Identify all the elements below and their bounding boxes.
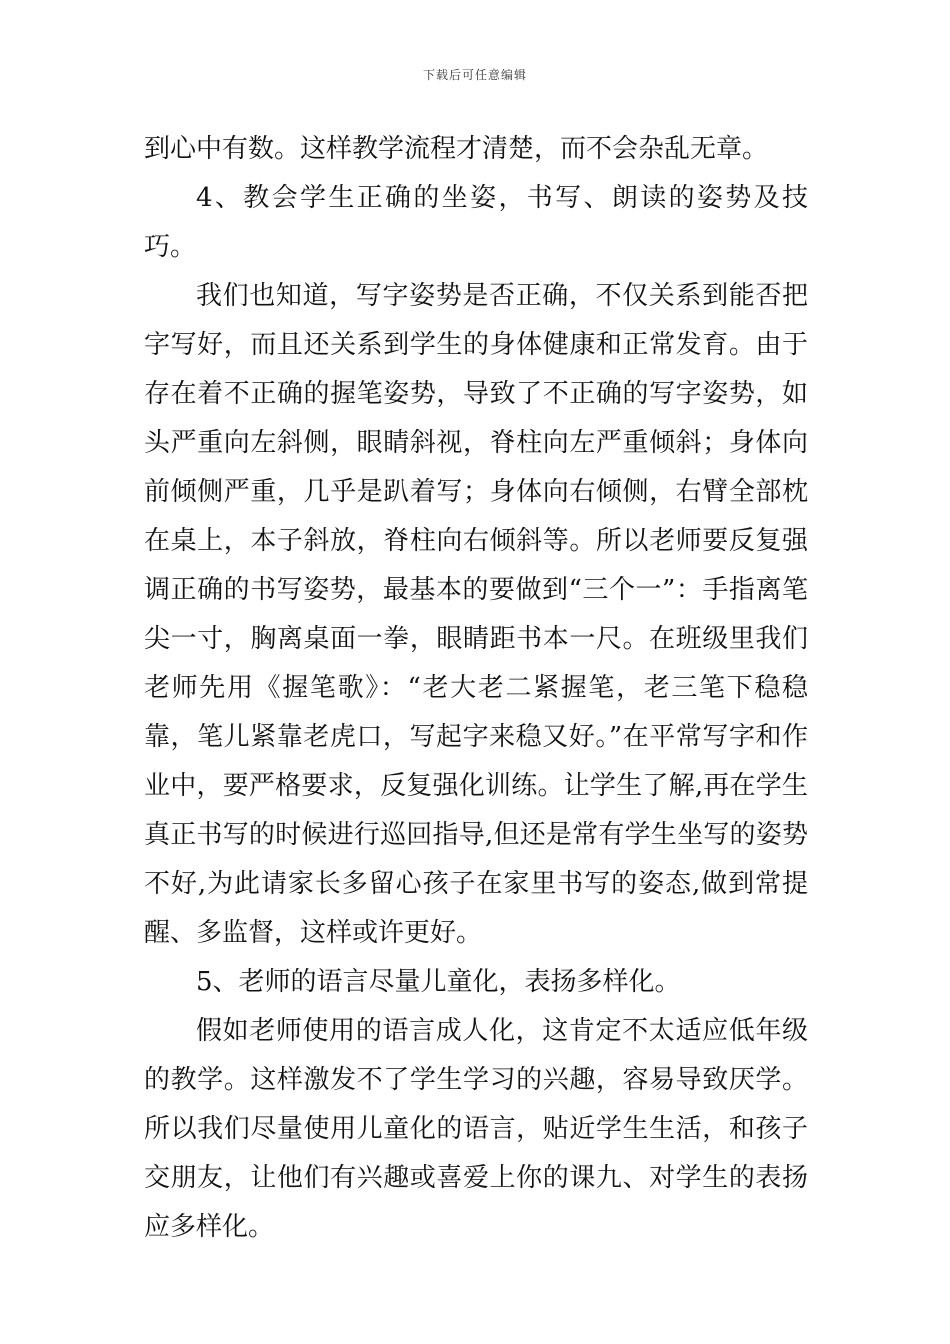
paragraph: 5、老师的语言尽量儿童化，表扬多样化。 <box>196 967 681 997</box>
paragraph: 到心中有数。这样教学流程才清楚，而不会杂乱无章。 <box>144 134 769 164</box>
paragraph: 4、教会学生正确的坐姿，书写、朗读的姿势及技巧。 <box>144 183 808 262</box>
paragraph: 我们也知道，写字姿势是否正确，不仅关系到能否把字写好，而且还关系到学生的身体健康和正常发育。由于存在着不正确的握笔姿势，导致了不正确的写字姿势，如头严重向左斜侧，眼睛斜视，脊柱向左严重倾斜；身体向前倾侧严重，几乎是趴着写；身体向右倾侧，右臂全部枕在桌上，本子斜放，脊柱向右倾斜等。所以老师要反复强调正确的书写姿势，最基本的要做到“三个一”：手指离笔尖一寸，胸离桌面一拳，眼睛距书本一尺。在班级里我们老师先用《握笔歌》：“老大老二紧握笔，老三笔下稳稳靠，笔儿紧靠老虎口，写起字来稳又好。”在平常写字和作业中，要严格要求，反复强化训练。让学生了解,再在学生真正书写的时候进行巡回指导,但还是常有学生坐写的姿势不好,为此请家长多留心孩子在家里书写的姿态,做到常提醒、多监督，这样或许更好。 <box>144 281 808 948</box>
document-body <box>144 125 808 1252</box>
paragraph: 假如老师使用的语言成人化，这肯定不太适应低年级的教学。这样激发不了学生学习的兴趣，容易导致厌学。所以我们尽量使用儿童化的语言，贴近学生生活，和孩子交朋友，让他们有兴趣或喜爱上你的课九、对学生的表扬应多样化。 <box>144 1016 808 1242</box>
page-header: 下载后可任意编辑 <box>422 68 527 82</box>
